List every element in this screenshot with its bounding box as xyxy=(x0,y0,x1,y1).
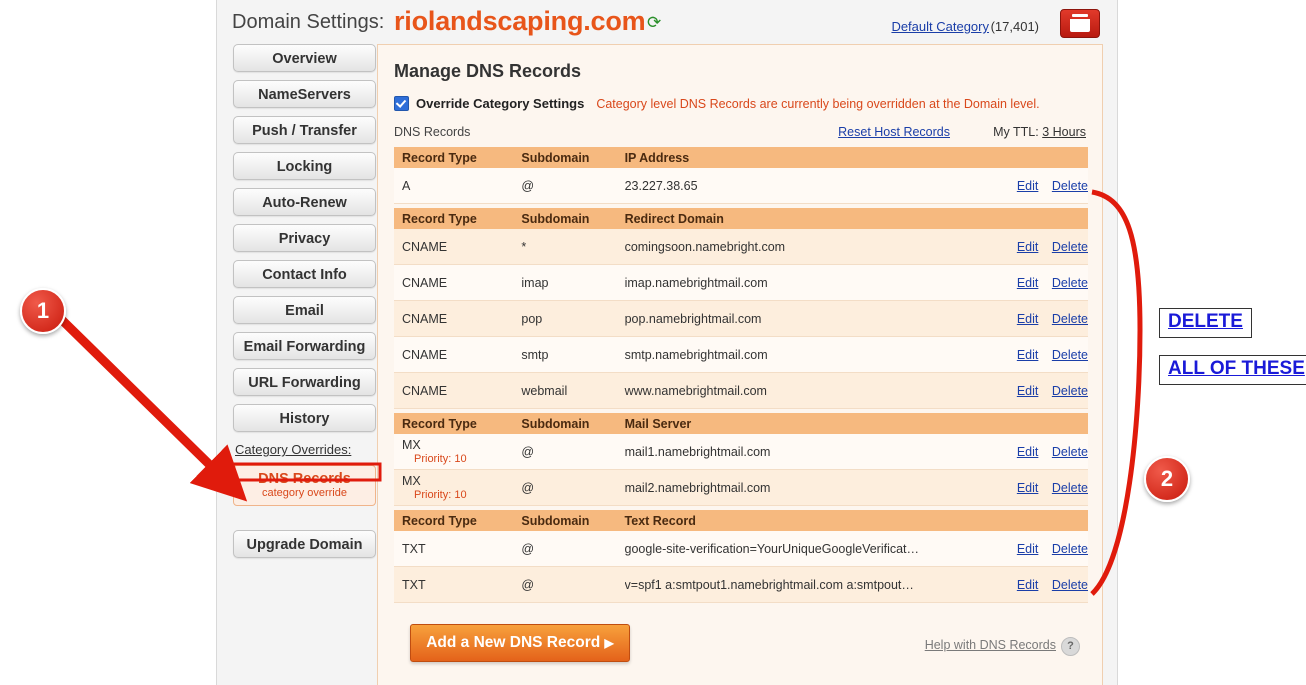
sidebar-item-locking[interactable]: Locking xyxy=(233,152,376,180)
ttl-value[interactable] xyxy=(993,125,1086,139)
record-value: 23.227.38.65 xyxy=(617,168,951,204)
record-type-label: MX xyxy=(402,438,421,452)
annotation-badge-2: 2 xyxy=(1144,456,1190,502)
dns-table-txt xyxy=(394,510,1088,603)
page-header xyxy=(217,0,1117,44)
sidebar xyxy=(233,44,378,566)
page-title-label: Domain Settings: xyxy=(232,11,385,33)
delete-link[interactable]: Delete xyxy=(1051,311,1088,326)
panel-title: Manage DNS Records xyxy=(394,61,582,81)
record-type: TXT xyxy=(394,531,513,567)
dns-records-subheader xyxy=(394,123,1086,143)
record-subdomain: @ xyxy=(513,470,616,506)
record-type-label: MX xyxy=(402,474,421,488)
dns-table-a xyxy=(394,147,1088,204)
sidebar-item-url-forwarding[interactable]: URL Forwarding xyxy=(233,368,376,396)
record-actions xyxy=(950,265,1088,301)
edit-link[interactable]: Edit xyxy=(1016,347,1039,362)
delete-link[interactable]: Delete xyxy=(1051,239,1088,254)
record-type: CNAME xyxy=(394,265,513,301)
edit-link[interactable]: Edit xyxy=(1016,275,1039,290)
table-row xyxy=(394,567,1088,603)
table-header-row xyxy=(394,208,1088,229)
table-header-row xyxy=(394,413,1088,434)
sidebar-item-email[interactable]: Email xyxy=(233,296,376,324)
delete-link[interactable]: Delete xyxy=(1051,347,1088,362)
record-type xyxy=(394,434,513,470)
annotation-callout-delete-text: DELETE xyxy=(1168,311,1243,332)
refresh-icon[interactable]: ⟳ xyxy=(647,13,662,32)
record-subdomain: imap xyxy=(513,265,616,301)
delete-link[interactable]: Delete xyxy=(1051,178,1088,193)
record-type: TXT xyxy=(394,567,513,603)
column-header-subdomain: Subdomain xyxy=(513,413,616,434)
sidebar-item-nameservers[interactable]: NameServers xyxy=(233,80,376,108)
table-row xyxy=(394,168,1088,204)
table-row xyxy=(394,301,1088,337)
override-category-label: Override Category Settings xyxy=(416,96,585,111)
record-value xyxy=(617,531,951,567)
record-value xyxy=(617,567,951,603)
column-header-record-type: Record Type xyxy=(394,413,513,434)
record-value: mail2.namebrightmail.com xyxy=(617,470,951,506)
delete-link[interactable]: Delete xyxy=(1051,275,1088,290)
edit-link[interactable]: Edit xyxy=(1016,541,1039,556)
edit-link[interactable]: Edit xyxy=(1016,577,1039,592)
record-subdomain: @ xyxy=(513,567,616,603)
sidebar-item-dns-records[interactable] xyxy=(233,465,376,506)
chevron-right-icon: ▶ xyxy=(604,636,614,650)
record-value: pop.namebrightmail.com xyxy=(617,301,951,337)
trash-icon xyxy=(1072,14,1088,17)
column-header-subdomain: Subdomain xyxy=(513,147,616,168)
column-header-record-type: Record Type xyxy=(394,510,513,531)
override-category-checkbox[interactable] xyxy=(394,96,409,111)
sidebar-item-dns-records-sublabel: category override xyxy=(262,487,347,499)
record-actions xyxy=(950,373,1088,409)
edit-link[interactable]: Edit xyxy=(1016,239,1039,254)
annotation-callout-delete xyxy=(1159,308,1252,338)
help-with-dns-records-link[interactable]: Help with DNS Records xyxy=(924,638,1056,652)
record-subdomain: webmail xyxy=(513,373,616,409)
column-header-value: IP Address xyxy=(617,147,1088,168)
record-value: imap.namebrightmail.com xyxy=(617,265,951,301)
record-subdomain: smtp xyxy=(513,337,616,373)
column-header-subdomain: Subdomain xyxy=(513,510,616,531)
dns-records-panel xyxy=(377,44,1103,685)
override-category-note: Category level DNS Records are currently being overridden at the Domain level. xyxy=(596,96,1040,111)
sidebar-item-history[interactable]: History xyxy=(233,404,376,432)
dns-table-cname xyxy=(394,208,1088,409)
table-header-row xyxy=(394,510,1088,531)
edit-link[interactable]: Edit xyxy=(1016,480,1039,495)
record-priority: Priority: 10 xyxy=(414,453,467,465)
delete-domain-button[interactable] xyxy=(1060,9,1100,38)
sidebar-item-dns-records-label: DNS Records xyxy=(258,471,351,487)
ttl-amount[interactable]: 3 Hours xyxy=(1042,125,1086,139)
sidebar-item-privacy[interactable]: Privacy xyxy=(233,224,376,252)
record-value: comingsoon.namebright.com xyxy=(617,229,951,265)
sidebar-item-contact-info[interactable]: Contact Info xyxy=(233,260,376,288)
edit-link[interactable]: Edit xyxy=(1016,311,1039,326)
record-value: www.namebrightmail.com xyxy=(617,373,951,409)
column-header-value: Text Record xyxy=(617,510,1088,531)
annotation-callout-all-of-these-text: ALL OF THESE xyxy=(1168,358,1305,379)
dns-table-mx xyxy=(394,413,1088,506)
table-row xyxy=(394,373,1088,409)
edit-link[interactable]: Edit xyxy=(1016,178,1039,193)
record-actions xyxy=(950,470,1088,506)
delete-link[interactable]: Delete xyxy=(1051,480,1088,495)
record-subdomain: * xyxy=(513,229,616,265)
delete-link[interactable]: Delete xyxy=(1051,541,1088,556)
table-row xyxy=(394,531,1088,567)
table-row xyxy=(394,434,1088,470)
reset-host-records-link[interactable]: Reset Host Records xyxy=(838,125,950,139)
column-header-record-type: Record Type xyxy=(394,147,513,168)
column-header-subdomain: Subdomain xyxy=(513,208,616,229)
column-header-value: Redirect Domain xyxy=(617,208,1088,229)
record-actions xyxy=(950,168,1088,204)
record-subdomain: @ xyxy=(513,531,616,567)
category-overrides-title: Category Overrides: xyxy=(235,442,352,457)
annotation-callout-all-of-these xyxy=(1159,355,1306,385)
record-subdomain: @ xyxy=(513,168,616,204)
table-row xyxy=(394,337,1088,373)
sidebar-item-email-forwarding[interactable]: Email Forwarding xyxy=(233,332,376,360)
annotation-badge-1: 1 xyxy=(20,288,66,334)
record-subdomain: pop xyxy=(513,301,616,337)
help-icon[interactable]: ? xyxy=(1061,637,1080,656)
record-actions xyxy=(950,301,1088,337)
edit-link[interactable]: Edit xyxy=(1016,444,1039,459)
dns-records-label: DNS Records xyxy=(394,125,471,139)
record-value: mail1.namebrightmail.com xyxy=(617,434,951,470)
sidebar-item-overview[interactable]: Overview xyxy=(233,44,376,72)
sidebar-item-upgrade-domain[interactable]: Upgrade Domain xyxy=(233,530,376,558)
category-count: (17,401) xyxy=(990,19,1039,34)
record-subdomain: @ xyxy=(513,434,616,470)
table-row xyxy=(394,265,1088,301)
delete-link[interactable]: Delete xyxy=(1051,444,1088,459)
column-header-value: Mail Server xyxy=(617,413,1088,434)
record-actions xyxy=(950,337,1088,373)
add-dns-record-label: Add a New DNS Record xyxy=(426,634,601,651)
default-category-link[interactable]: Default Category xyxy=(891,19,989,34)
table-row xyxy=(394,229,1088,265)
record-type: CNAME xyxy=(394,337,513,373)
record-actions xyxy=(950,229,1088,265)
sidebar-item-auto-renew[interactable]: Auto-Renew xyxy=(233,188,376,216)
record-type: CNAME xyxy=(394,373,513,409)
record-type: CNAME xyxy=(394,229,513,265)
domain-settings-page xyxy=(216,0,1118,685)
domain-name: riolandscaping.com xyxy=(394,6,646,36)
table-row xyxy=(394,470,1088,506)
add-dns-record-button[interactable] xyxy=(410,624,630,662)
record-value-text: google-site-verification=YourUniqueGoogleVerificat… xyxy=(624,541,920,556)
record-value-text: v=spf1 a:smtpout1.namebrightmail.com a:smtpout… xyxy=(624,577,914,592)
edit-link[interactable]: Edit xyxy=(1016,383,1039,398)
ttl-prefix: My TTL: xyxy=(993,125,1039,139)
record-priority: Priority: 10 xyxy=(414,489,467,501)
record-type: A xyxy=(394,168,513,204)
record-value: smtp.namebrightmail.com xyxy=(617,337,951,373)
table-header-row xyxy=(394,147,1088,168)
column-header-record-type: Record Type xyxy=(394,208,513,229)
delete-link[interactable]: Delete xyxy=(1051,383,1088,398)
record-type xyxy=(394,470,513,506)
record-actions xyxy=(950,434,1088,470)
delete-link[interactable]: Delete xyxy=(1051,577,1088,592)
sidebar-item-push-transfer[interactable]: Push / Transfer xyxy=(233,116,376,144)
record-type: CNAME xyxy=(394,301,513,337)
record-actions xyxy=(950,567,1088,603)
record-actions xyxy=(950,531,1088,567)
override-category-row xyxy=(394,96,1102,111)
